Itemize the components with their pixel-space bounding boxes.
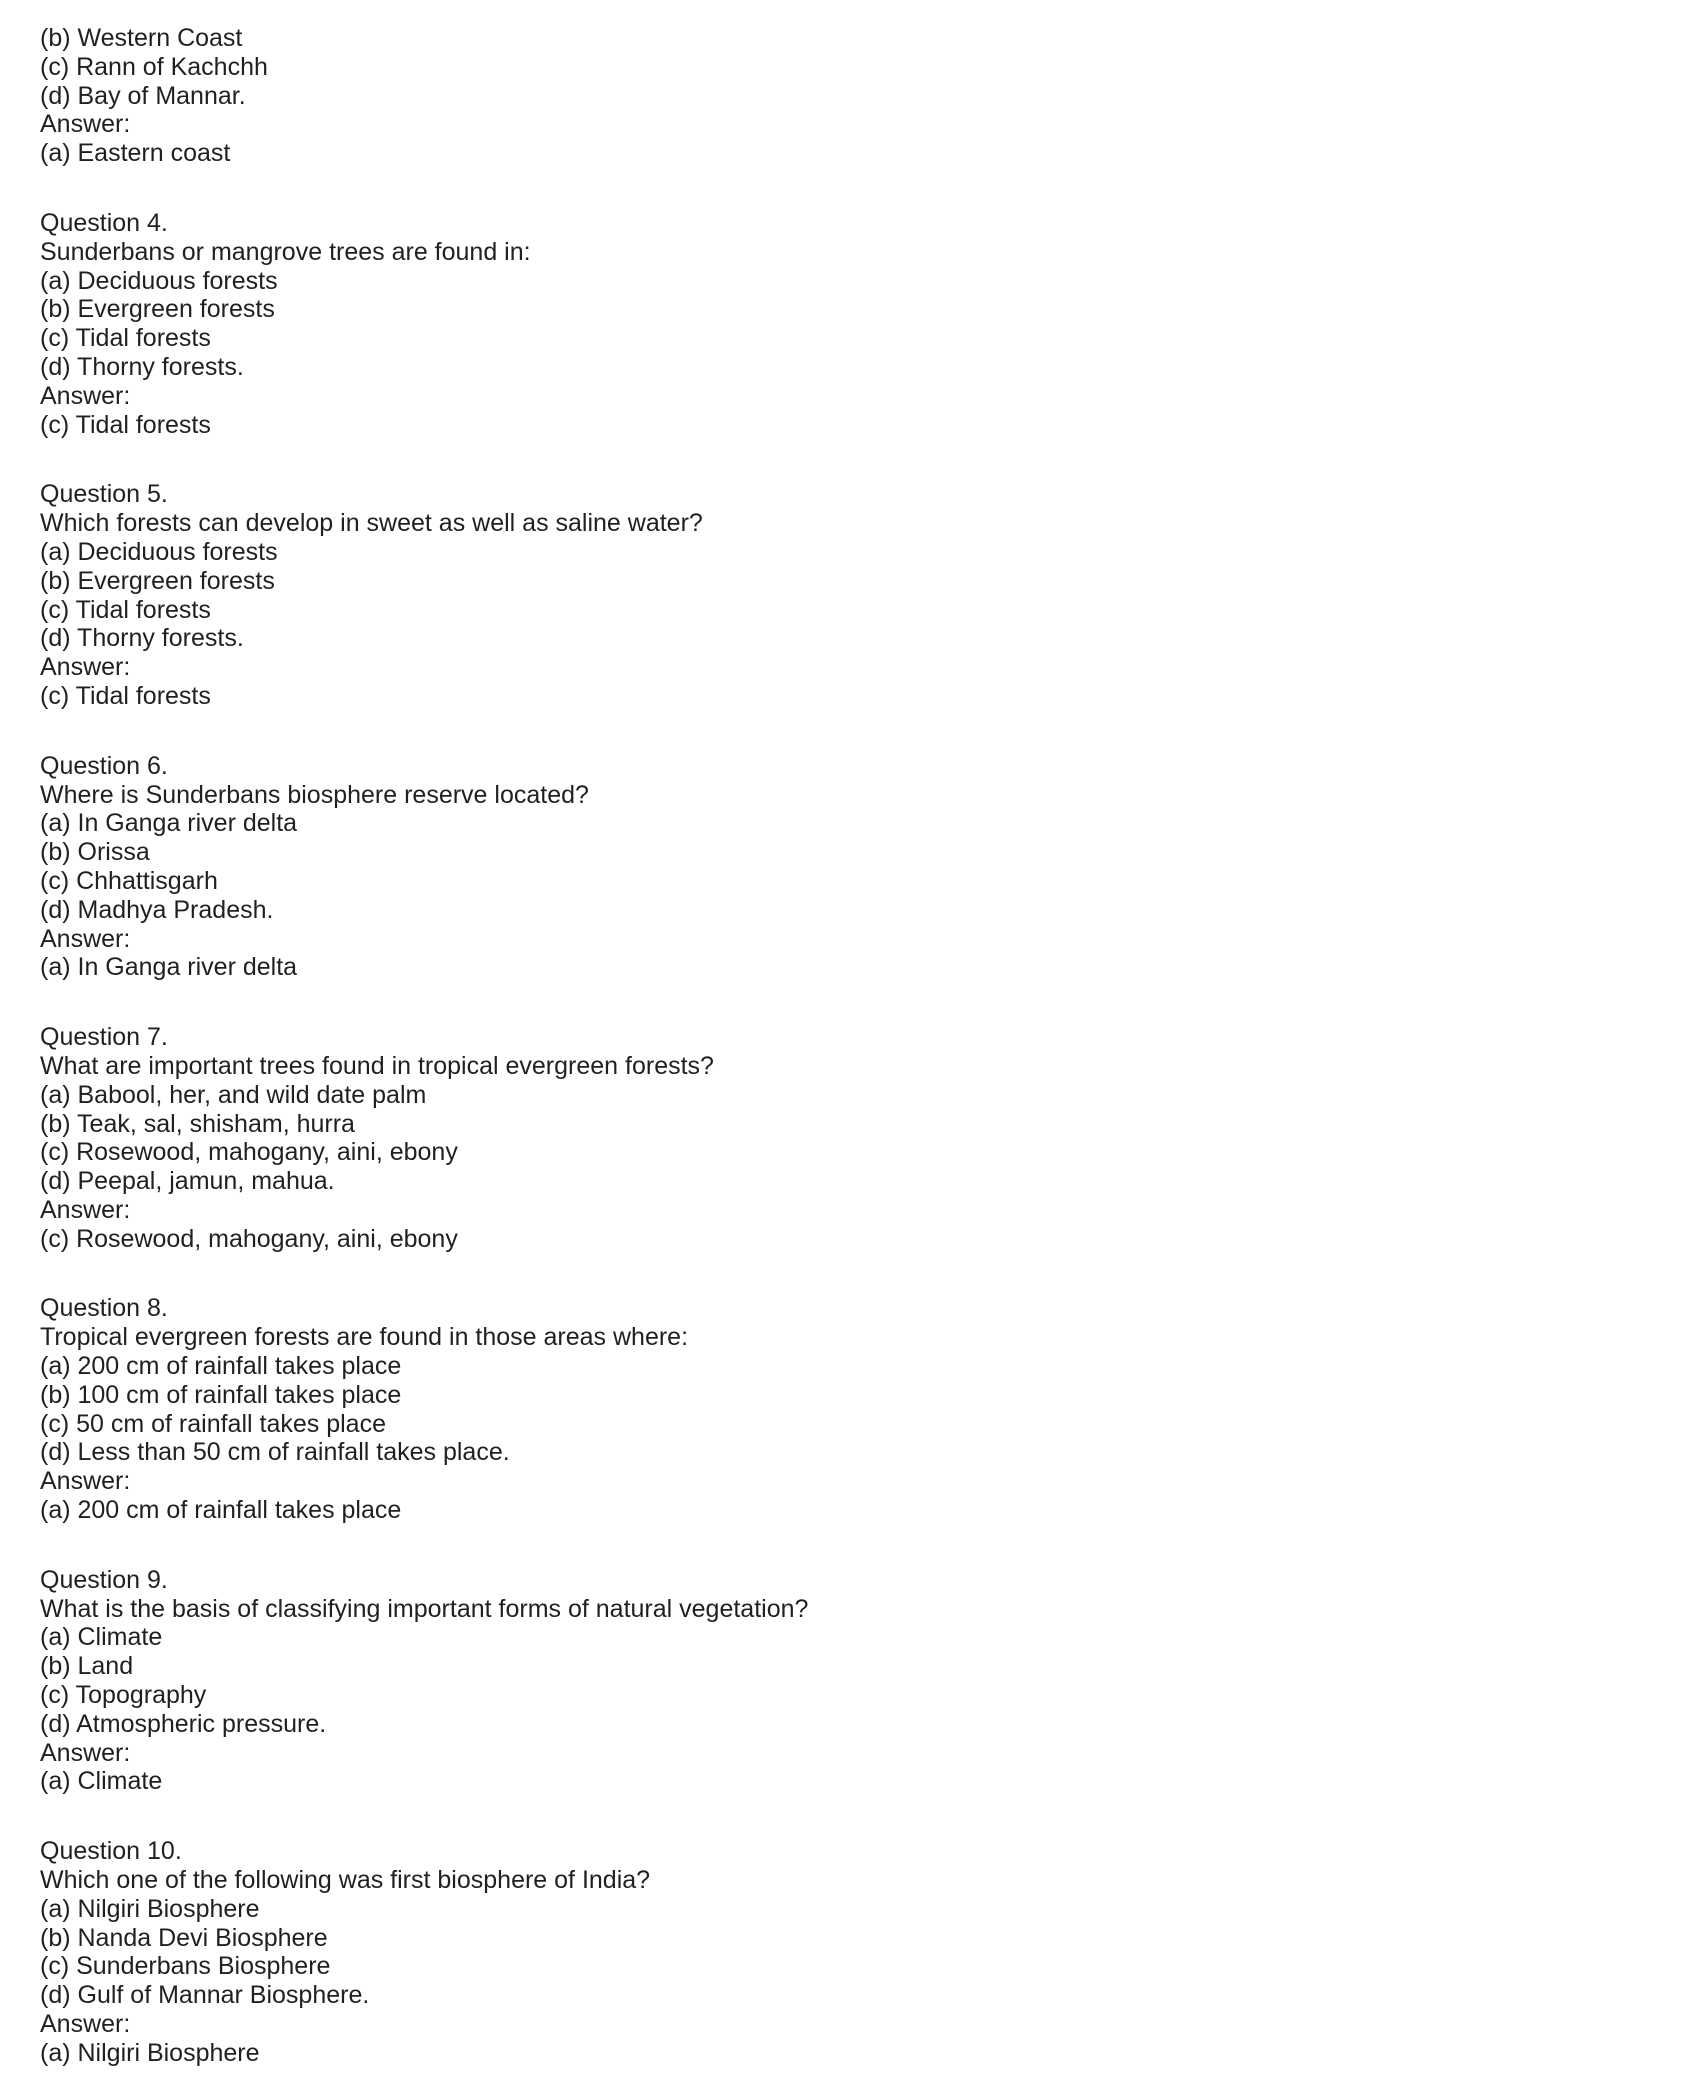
question-block	[40, 752, 1660, 982]
option-a: (a) Nilgiri Biosphere	[40, 1894, 260, 1923]
option-c: (c) Rosewood, mahogany, aini, ebony	[40, 1138, 458, 1167]
document-page	[40, 24, 1660, 2068]
option-d: (d) Bay of Mannar.	[40, 81, 246, 110]
question-list	[40, 168, 1660, 2068]
option-b: (b) Evergreen forests	[40, 295, 275, 324]
option-b: (b) Evergreen forests	[40, 566, 275, 595]
answer-label: Answer:	[40, 1195, 131, 1224]
option-d: (d) Madhya Pradesh.	[40, 895, 274, 924]
question-text: What are important trees found in tropical evergreen forests?	[40, 1051, 714, 1080]
question-spacer	[40, 1253, 1660, 1294]
option-d: (d) Less than 50 cm of rainfall takes place.	[40, 1438, 510, 1467]
question-spacer	[40, 1525, 1660, 1566]
question-block	[40, 1023, 1660, 1253]
question-spacer	[40, 1796, 1660, 1837]
question-text: Where is Sunderbans biosphere reserve located?	[40, 780, 589, 809]
option-c: (c) 50 cm of rainfall takes place	[40, 1409, 386, 1438]
question-heading: Question 6.	[40, 751, 168, 780]
question-text: Sunderbans or mangrove trees are found in:	[40, 237, 531, 266]
option-d: (d) Peepal, jamun, mahua.	[40, 1167, 335, 1196]
option-b: (b) Western Coast	[40, 24, 243, 52]
question-heading: Question 10.	[40, 1837, 182, 1866]
option-c: (c) Sunderbans Biosphere	[40, 1952, 331, 1981]
option-a: (a) In Ganga river delta	[40, 809, 298, 838]
answer-label: Answer:	[40, 381, 131, 410]
answer-text: (a) 200 cm of rainfall takes place	[40, 1496, 402, 1525]
option-c: (c) Rann of Kachchh	[40, 52, 268, 81]
option-d: (d) Atmospheric pressure.	[40, 1709, 327, 1738]
option-a: (a) Deciduous forests	[40, 266, 278, 295]
intro-block	[40, 24, 1660, 168]
option-b: (b) 100 cm of rainfall takes place	[40, 1380, 402, 1409]
question-spacer	[40, 168, 1660, 209]
question-text: Which one of the following was first biosphere of India?	[40, 1866, 651, 1895]
question-spacer	[40, 711, 1660, 752]
question-block	[40, 209, 1660, 439]
answer-text: (a) Nilgiri Biosphere	[40, 2038, 260, 2067]
answer-text: (a) Eastern coast	[40, 139, 231, 168]
answer-text: (c) Tidal forests	[40, 410, 211, 439]
answer-label: Answer:	[40, 924, 131, 953]
option-a: (a) 200 cm of rainfall takes place	[40, 1352, 402, 1381]
option-d: (d) Thorny forests.	[40, 352, 244, 381]
question-heading: Question 8.	[40, 1294, 168, 1323]
question-spacer	[40, 439, 1660, 480]
question-heading: Question 7.	[40, 1023, 168, 1052]
option-d: (d) Thorny forests.	[40, 624, 244, 653]
option-c: (c) Chhattisgarh	[40, 866, 218, 895]
question-block	[40, 1837, 1660, 2067]
answer-label: Answer:	[40, 110, 131, 139]
option-b: (b) Orissa	[40, 838, 150, 867]
question-text: What is the basis of classifying important forms of natural vegetation?	[40, 1594, 809, 1623]
option-a: (a) Climate	[40, 1623, 163, 1652]
question-block	[40, 480, 1660, 710]
question-spacer	[40, 982, 1660, 1023]
option-d: (d) Gulf of Mannar Biosphere.	[40, 1981, 370, 2010]
option-a: (a) Babool, her, and wild date palm	[40, 1080, 427, 1109]
answer-label: Answer:	[40, 1738, 131, 1767]
option-c: (c) Topography	[40, 1681, 207, 1710]
option-b: (b) Land	[40, 1652, 134, 1681]
answer-label: Answer:	[40, 653, 131, 682]
answer-label: Answer:	[40, 1467, 131, 1496]
option-c: (c) Tidal forests	[40, 595, 211, 624]
answer-text: (c) Rosewood, mahogany, aini, ebony	[40, 1224, 458, 1253]
question-text: Tropical evergreen forests are found in those areas where:	[40, 1323, 689, 1352]
answer-text: (a) Climate	[40, 1767, 163, 1796]
question-text: Which forests can develop in sweet as well as saline water?	[40, 509, 703, 538]
option-b: (b) Teak, sal, shisham, hurra	[40, 1109, 355, 1138]
question-block	[40, 1566, 1660, 1796]
answer-text: (c) Tidal forests	[40, 681, 211, 710]
option-b: (b) Nanda Devi Biosphere	[40, 1923, 328, 1952]
answer-text: (a) In Ganga river delta	[40, 953, 298, 982]
question-block	[40, 1294, 1660, 1524]
option-c: (c) Tidal forests	[40, 324, 211, 353]
question-heading: Question 4.	[40, 208, 168, 237]
question-heading: Question 9.	[40, 1565, 168, 1594]
answer-label: Answer:	[40, 2010, 131, 2039]
option-a: (a) Deciduous forests	[40, 537, 278, 566]
question-heading: Question 5.	[40, 480, 168, 509]
